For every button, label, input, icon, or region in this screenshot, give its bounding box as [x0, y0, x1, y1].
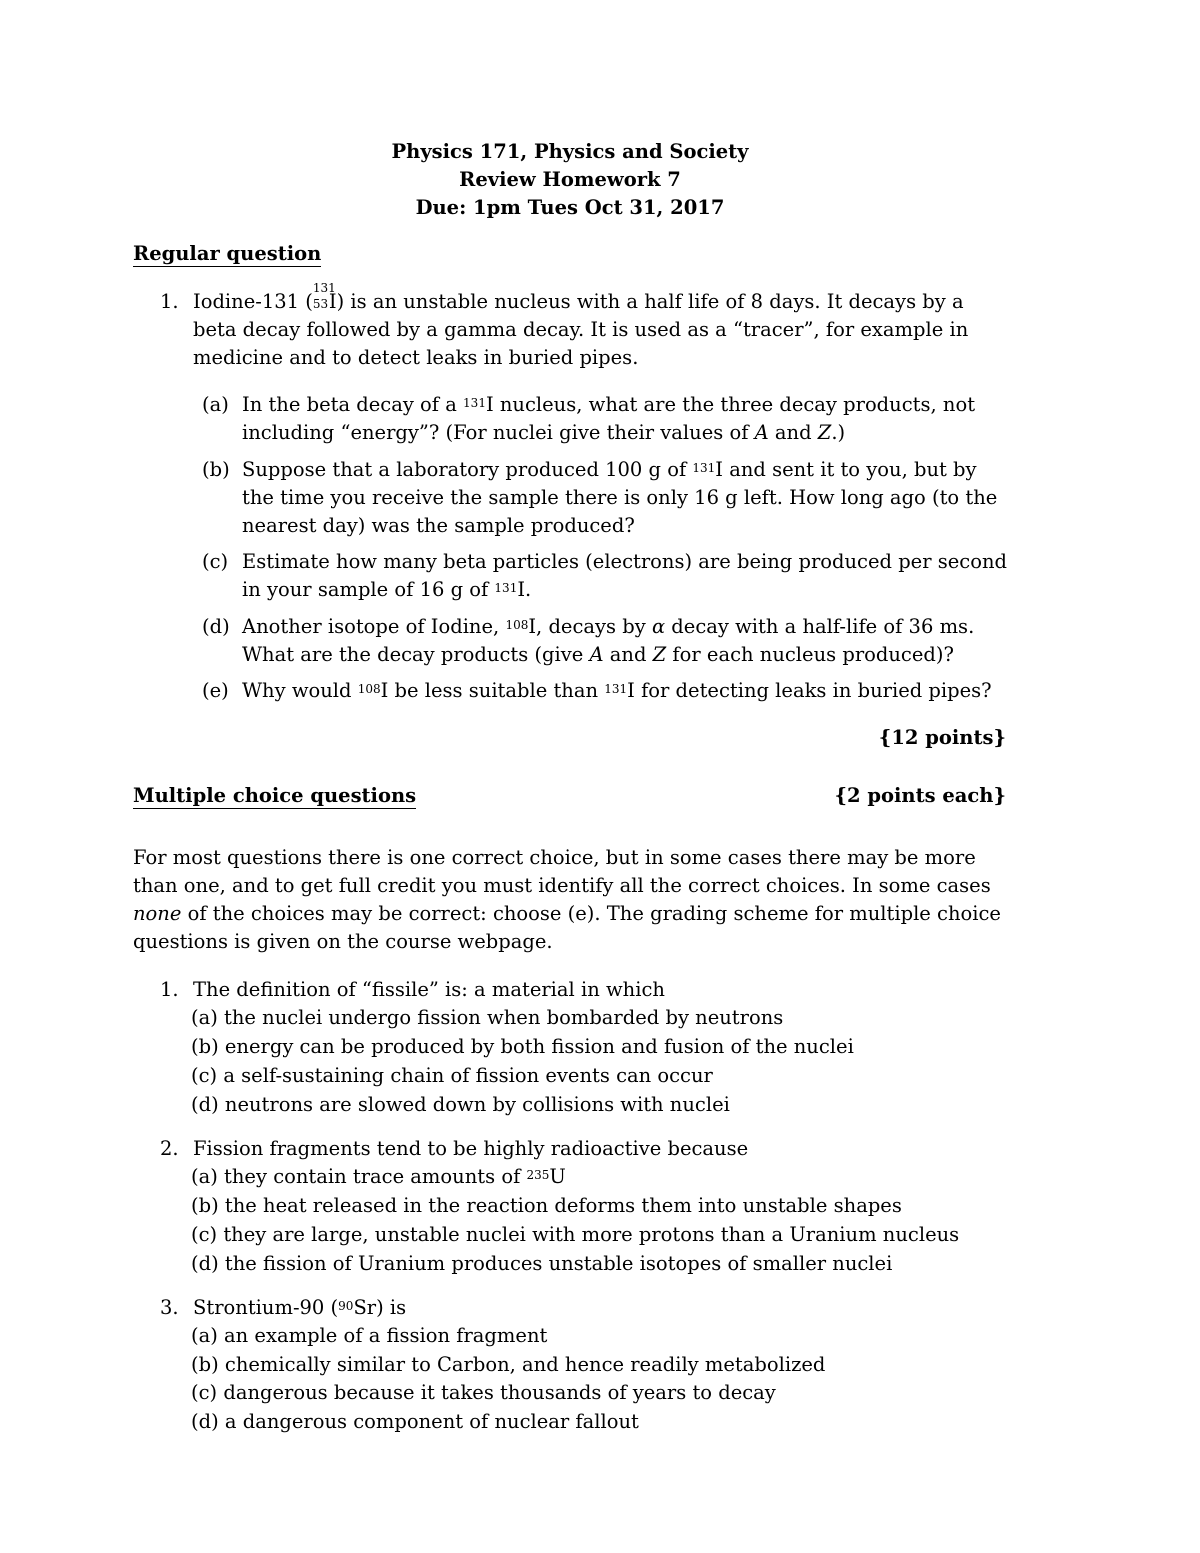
- part-c-line-2: in your sample of 16 g of $^{131}$I.: [242, 578, 532, 601]
- mc-q1-option-d: (d) neutrons are slowed down by collisions with nuclei: [191, 1093, 730, 1116]
- part-b-label: (b): [202, 458, 230, 481]
- mc-q3-stem: Strontium-90 ($^{90}$Sr) is: [193, 1296, 407, 1319]
- mc-intro-line-3: none of the choices may be correct: choose (e). The grading scheme for multiple choice: [133, 902, 1001, 925]
- part-b-line-2: the time you receive the sample there is only 16 g left. How long ago (to the: [242, 486, 998, 509]
- multiple-choice-heading: Multiple choice questions: [133, 784, 417, 807]
- regular-question-heading: Regular question: [133, 242, 322, 265]
- iodine-131-nuclide-notation: 131 53: [312, 281, 336, 311]
- mc-q1-option-c: (c) a self-sustaining chain of fission events can occur: [191, 1064, 713, 1087]
- mc-q3-number: 3.: [160, 1296, 179, 1319]
- mc-intro-line-4: questions is given on the course webpage.: [133, 930, 553, 953]
- mc-q3-option-d: (d) a dangerous component of nuclear fallout: [191, 1410, 639, 1433]
- q1-line-1: Iodine-131 ( 131 53 I) is an unstable nucleus with a half life of 8 days. It decays by a: [193, 281, 964, 313]
- mc-q1-stem: The definition of “fissile” is: a material in which: [193, 978, 665, 1001]
- part-a-line-1: In the beta decay of a $^{131}$I nucleus, what are the three decay products, not: [242, 393, 976, 416]
- part-d-line-2: What are the decay products (give A and Z for each nucleus produced)?: [242, 643, 954, 666]
- title-line-due: Due: 1pm Tues Oct 31, 2017: [415, 196, 725, 219]
- mc-q2-option-d: (d) the fission of Uranium produces unstable isotopes of smaller nuclei: [191, 1252, 893, 1275]
- q1-line-3: medicine and to detect leaks in buried pipes.: [193, 346, 639, 369]
- mc-q2-option-b: (b) the heat released in the reaction deforms them into unstable shapes: [191, 1194, 902, 1217]
- mc-q2-stem: Fission fragments tend to be highly radioactive because: [193, 1137, 749, 1160]
- mc-q3-option-a: (a) an example of a fission fragment: [191, 1324, 548, 1347]
- part-e-line-1: Why would $^{108}$I be less suitable than $^{131}$I for detecting leaks in buried pipes?: [242, 679, 992, 702]
- mc-intro-line-2: than one, and to get full credit you must identify all the correct choices. In some cases: [133, 874, 991, 897]
- mc-intro-line-1: For most questions there is one correct choice, but in some cases there may be more: [133, 846, 976, 869]
- title-line-homework: Review Homework 7: [459, 168, 681, 191]
- part-c-line-1: Estimate how many beta particles (electrons) are being produced per second: [242, 550, 1007, 573]
- title-line-course: Physics 171, Physics and Society: [391, 140, 749, 163]
- part-d-label: (d): [202, 615, 230, 638]
- part-d-line-1: Another isotope of Iodine, $^{108}$I, decays by α decay with a half-life of 36 ms.: [242, 615, 975, 638]
- part-e-label: (e): [202, 679, 229, 702]
- mc-q2-number: 2.: [160, 1137, 179, 1160]
- regular-points: {12 points}: [878, 726, 1006, 749]
- mc-q1-option-a: (a) the nuclei undergo fission when bombarded by neutrons: [191, 1006, 784, 1029]
- mc-q2-option-a: (a) they contain trace amounts of $^{235}$U: [191, 1165, 566, 1188]
- part-c-label: (c): [202, 550, 229, 573]
- q1-number: 1.: [160, 290, 179, 313]
- part-a-line-2: including “energy”? (For nuclei give their values of A and Z.): [242, 421, 846, 444]
- part-b-line-1: Suppose that a laboratory produced 100 g of $^{131}$I and sent it to you, but by: [242, 458, 977, 481]
- mc-q1-number: 1.: [160, 978, 179, 1001]
- mc-q3-option-b: (b) chemically similar to Carbon, and hence readily metabolized: [191, 1353, 826, 1376]
- mc-q1-option-b: (b) energy can be produced by both fission and fusion of the nuclei: [191, 1035, 854, 1058]
- mc-q3-option-c: (c) dangerous because it takes thousands of years to decay: [191, 1381, 776, 1404]
- q1-line-2: beta decay followed by a gamma decay. It is used as a “tracer”, for example in: [193, 318, 969, 341]
- multiple-choice-points: {2 points each}: [834, 784, 1006, 807]
- part-a-label: (a): [202, 393, 229, 416]
- part-b-line-3: nearest day) was the sample produced?: [242, 514, 635, 537]
- mc-q2-option-c: (c) they are large, unstable nuclei with more protons than a Uranium nucleus: [191, 1223, 960, 1246]
